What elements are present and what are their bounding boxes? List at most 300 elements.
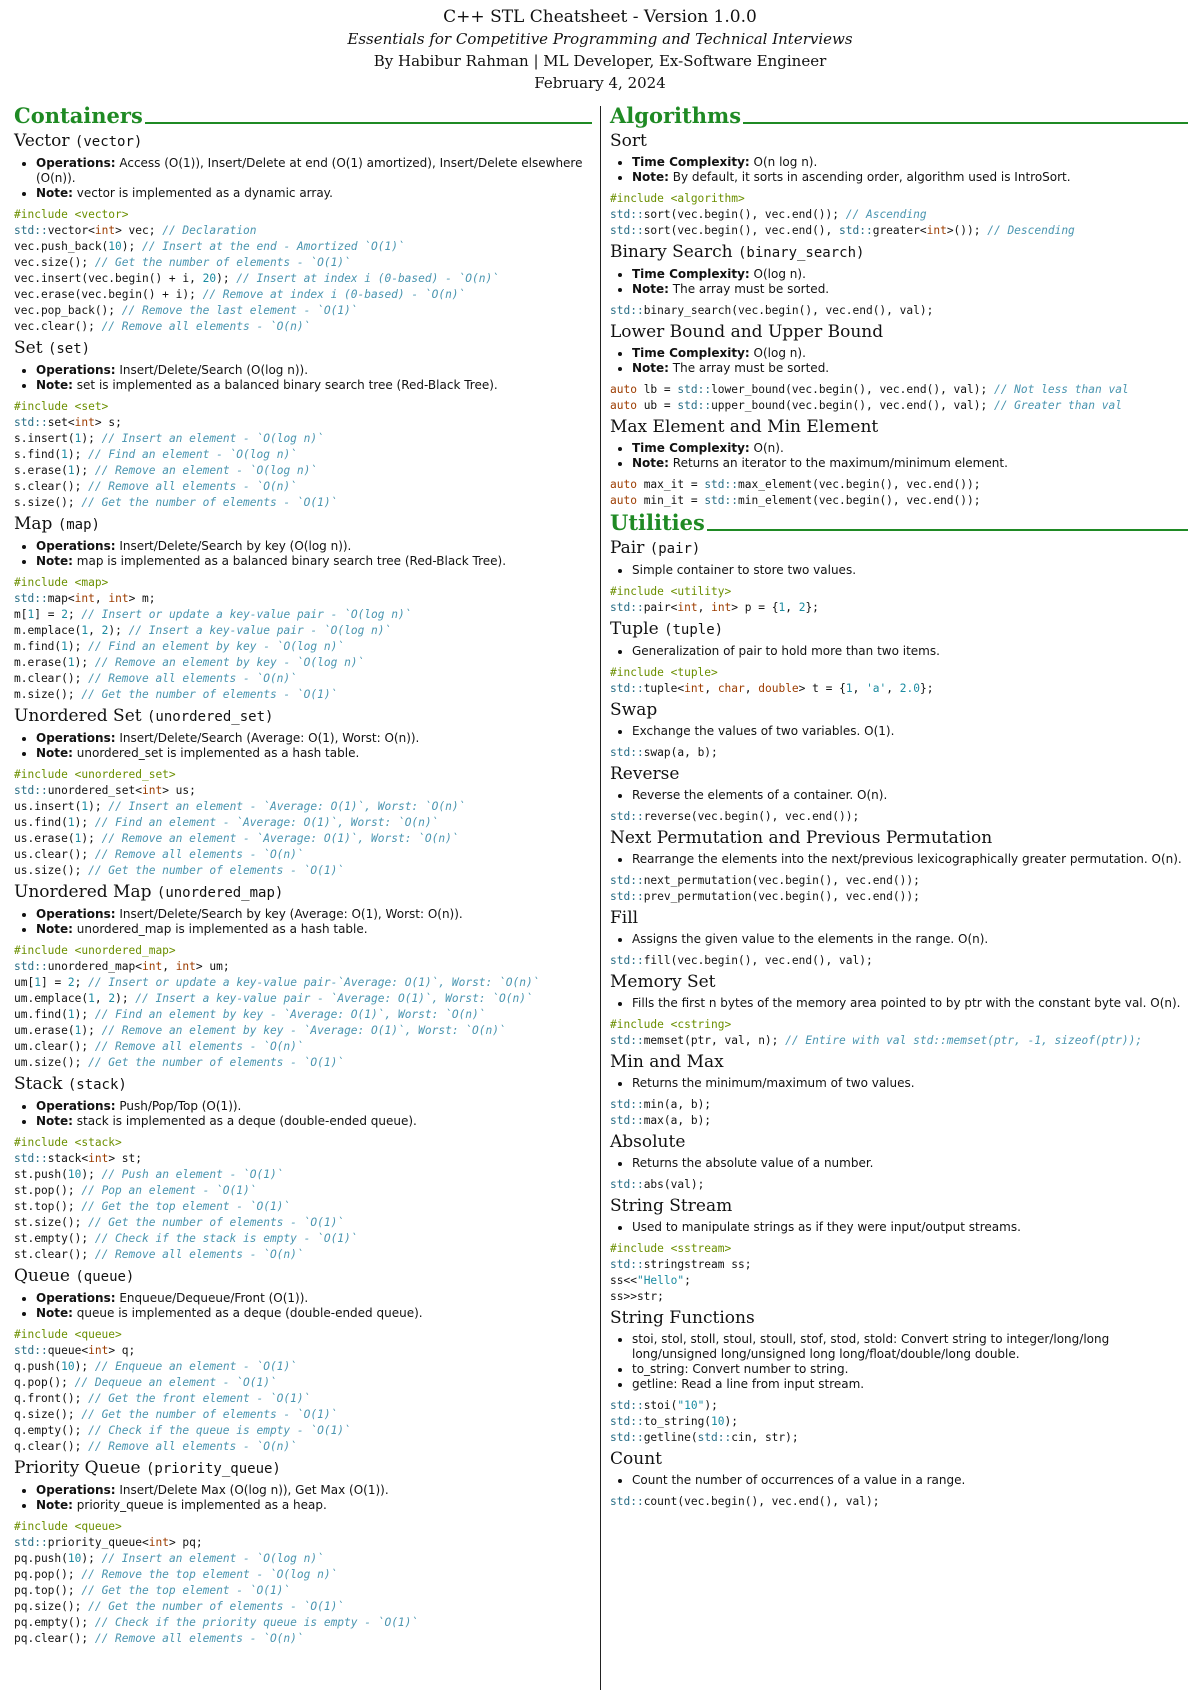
code-token: // Remove all elements - `O(n)` xyxy=(94,1248,304,1261)
bullet-item xyxy=(36,378,592,393)
code-token: ); xyxy=(74,656,95,669)
code-token: , xyxy=(94,592,109,605)
code-token: 1 xyxy=(845,682,853,695)
code-token: std:: xyxy=(610,1258,644,1271)
code-token: 2 xyxy=(61,608,68,621)
code-line xyxy=(14,1184,256,1197)
code-token: // Find an element - `Average: O(1)`, Worst: `O(n)` xyxy=(94,816,439,829)
code-token: 2 xyxy=(67,976,75,989)
code-line xyxy=(14,672,297,685)
code-token: std:: xyxy=(610,682,644,695)
entry-code-name: (queue) xyxy=(75,1269,135,1285)
code-token: // Insert an element - `O(log n)` xyxy=(101,432,324,445)
code-token: // Remove an element by key - `Average: O(1)`, Worst: `O(n)` xyxy=(101,1024,506,1037)
code-token: getline( xyxy=(643,1431,698,1444)
code-token: // Remove all elements - `O(n)` xyxy=(88,672,297,685)
code-token: int xyxy=(926,224,947,237)
code-token: std:: xyxy=(677,383,712,396)
bullet-text: Insert/Delete/Search by key (O(log n)). xyxy=(115,539,352,553)
entry-bullets xyxy=(610,346,1188,376)
code-token: st.empty(); xyxy=(14,1232,95,1245)
code-token: pq.empty(); xyxy=(14,1616,95,1629)
entry-heading xyxy=(14,337,592,360)
bullet-item xyxy=(36,907,592,922)
code-token: // Find an element by key - `Average: O(1)`, Worst: `O(n)` xyxy=(94,1008,486,1021)
entry-name: Swap xyxy=(610,700,658,720)
code-token: tuple< xyxy=(643,682,685,695)
entry-heading xyxy=(610,763,1188,785)
code-token: // Get the number of elements - `O(1)` xyxy=(81,688,338,701)
code-token: // Remove all elements - `O(n)` xyxy=(94,1040,304,1053)
bullet-label: Operations: xyxy=(36,1291,116,1305)
code-token: 2.0 xyxy=(899,682,920,695)
code-token: std:: xyxy=(610,954,644,967)
code-token: 2 xyxy=(101,624,109,637)
code-token: std:: xyxy=(14,960,48,973)
document-header xyxy=(0,6,1200,94)
code-token: m.clear(); xyxy=(14,672,89,685)
entry-bullets xyxy=(610,1156,1188,1171)
document-date: February 4, 2024 xyxy=(534,74,666,92)
bullet-item xyxy=(632,456,1188,471)
code-line xyxy=(14,800,465,813)
code-token: vector< xyxy=(47,224,95,237)
bullet-text: set is implemented as a balanced binary search tree (Red-Black Tree). xyxy=(72,378,498,392)
code-token: ); xyxy=(81,1024,102,1037)
code-line xyxy=(14,1600,344,1613)
code-line xyxy=(610,1290,664,1303)
code-line xyxy=(14,1232,358,1245)
code-token: lower_bound(vec.begin(), vec.end(), val); xyxy=(711,383,994,396)
code-token: int xyxy=(74,416,95,429)
code-line xyxy=(610,1415,738,1428)
code-token: int xyxy=(88,1344,109,1357)
code-token: std:: xyxy=(610,304,644,317)
entry-heading xyxy=(610,1195,1188,1217)
code-line xyxy=(14,960,230,973)
entry-bullets xyxy=(610,932,1188,947)
code-line xyxy=(14,320,310,333)
section-title-text: Containers xyxy=(14,103,143,128)
entry-bullets xyxy=(610,852,1188,867)
entry-name: Reverse xyxy=(610,764,680,784)
bullet-item xyxy=(632,1332,1188,1362)
code-token: reverse(vec.begin(), vec.end()); xyxy=(643,810,860,823)
code-token: , xyxy=(744,682,759,695)
code-token: 1 xyxy=(778,601,786,614)
entry-name: Queue xyxy=(14,1266,76,1286)
cheatsheet-entry xyxy=(610,416,1188,509)
bullet-text: Enqueue/Dequeue/Front (O(1)). xyxy=(115,1291,309,1305)
entry-name: Memory Set xyxy=(610,972,716,992)
bullet-label: Time Complexity: xyxy=(632,267,750,281)
code-line xyxy=(14,1440,297,1453)
code-token: }; xyxy=(919,682,934,695)
code-token: map< xyxy=(47,592,75,605)
code-token: pq.clear(); xyxy=(14,1632,95,1645)
code-line xyxy=(14,1248,304,1261)
code-token: 1 xyxy=(81,624,89,637)
code-token: st.size(); xyxy=(14,1216,89,1229)
code-token: auto xyxy=(610,478,637,491)
entry-heading xyxy=(14,130,592,153)
code-token: int xyxy=(175,960,196,973)
code-token: // Remove the last element - `O(1)` xyxy=(121,304,358,317)
code-token: pair< xyxy=(643,601,678,614)
code-token: 1 xyxy=(88,992,95,1005)
code-token: us.insert( xyxy=(14,800,82,813)
bullet-text: to_string: Convert number to string. xyxy=(632,1362,849,1376)
code-token: int xyxy=(108,592,129,605)
code-token: std:: xyxy=(610,890,644,903)
code-token: max_it = xyxy=(636,478,705,491)
code-token: ); xyxy=(81,832,102,845)
code-line xyxy=(610,208,927,221)
code-block xyxy=(610,477,1188,509)
bullet-text: O(log n). xyxy=(749,267,806,281)
entry-name: Vector xyxy=(14,131,75,151)
code-line xyxy=(14,400,108,413)
code-token: ); xyxy=(81,1552,102,1565)
bullet-text: O(n log n). xyxy=(749,155,818,169)
bullet-text: unordered_map is implemented as a hash table. xyxy=(72,922,368,936)
code-block xyxy=(610,745,1188,761)
column-divider xyxy=(600,106,601,1690)
code-line xyxy=(14,1408,337,1421)
code-token: , xyxy=(94,992,109,1005)
code-token: std:: xyxy=(839,224,873,237)
code-token: 1 xyxy=(74,1024,82,1037)
code-token: 1 xyxy=(74,832,82,845)
code-token: auto xyxy=(610,399,637,412)
code-token: std:: xyxy=(610,1495,644,1508)
cheatsheet-entry xyxy=(14,1073,592,1263)
code-token: // Not less than val xyxy=(993,383,1129,396)
code-token: st.top(); xyxy=(14,1200,82,1213)
code-line xyxy=(610,1274,691,1287)
code-token: std:: xyxy=(610,208,644,221)
code-token: std:: xyxy=(610,1415,644,1428)
bullet-label: Note: xyxy=(36,922,73,936)
entry-name: Unordered Map xyxy=(14,882,157,902)
entry-heading xyxy=(610,907,1188,929)
code-token: sort(vec.begin(), vec.end()); xyxy=(643,208,846,221)
code-line xyxy=(610,1399,718,1412)
bullet-text: O(n). xyxy=(749,441,784,455)
code-token: }; xyxy=(805,601,819,614)
code-block xyxy=(610,1398,1188,1446)
cheatsheet-entry xyxy=(610,1051,1188,1129)
code-line xyxy=(610,1242,731,1255)
code-token: // Get the number of elements - `O(1)` xyxy=(88,1600,345,1613)
bullet-item xyxy=(632,724,1188,739)
code-token: // Get the number of elements - `O(1)` xyxy=(81,1408,338,1421)
bullet-item xyxy=(632,282,1188,297)
bullet-item xyxy=(632,1377,1188,1392)
code-token: 2 xyxy=(108,992,116,1005)
code-block xyxy=(14,767,592,879)
entry-heading xyxy=(610,1307,1188,1329)
code-line xyxy=(14,1136,122,1149)
code-line xyxy=(610,192,745,205)
code-line xyxy=(14,640,344,653)
code-token: // Insert or update a key-value pair-`Average: O(1)`, Worst: `O(n)` xyxy=(88,976,540,989)
entry-bullets xyxy=(14,907,592,937)
bullet-item xyxy=(36,731,592,746)
entry-name: Count xyxy=(610,1449,662,1469)
code-token: // Get the number of elements - `O(1)` xyxy=(88,864,345,877)
code-token: std:: xyxy=(697,1431,732,1444)
bullet-item xyxy=(632,852,1188,867)
code-token: min_it = xyxy=(636,494,705,507)
code-token: um.clear(); xyxy=(14,1040,95,1053)
code-line xyxy=(610,890,920,903)
code-token: int xyxy=(148,1536,169,1549)
code-line xyxy=(14,944,176,957)
code-token: > st; xyxy=(108,1152,143,1165)
code-line xyxy=(14,1568,337,1581)
document-author: By Habibur Rahman | ML Developer, Ex-Software Engineer xyxy=(373,52,827,70)
code-line xyxy=(610,494,980,507)
code-token: std:: xyxy=(610,1399,644,1412)
cheatsheet-entry xyxy=(14,1265,592,1455)
bullet-item xyxy=(632,267,1188,282)
cheatsheet-entry xyxy=(610,971,1188,1049)
entry-heading xyxy=(610,321,1188,343)
bullet-item xyxy=(36,1099,592,1114)
entry-code-name: (pair) xyxy=(649,541,701,557)
code-token: std:: xyxy=(610,1114,644,1127)
bullet-label: Operations: xyxy=(36,907,116,921)
code-token: min(a, b); xyxy=(643,1098,712,1111)
entry-name: Sort xyxy=(610,131,647,151)
code-token: ); xyxy=(108,624,129,637)
code-token: #include <cstring> xyxy=(610,1018,732,1031)
cheatsheet-entry xyxy=(14,513,592,703)
code-token: // Pop an element - `O(1)` xyxy=(81,1184,257,1197)
code-line xyxy=(14,608,411,621)
code-token: s.clear(); xyxy=(14,480,89,493)
code-block xyxy=(14,943,592,1071)
code-token: > p = { xyxy=(731,601,779,614)
code-line xyxy=(14,1152,142,1165)
bullet-label: Operations: xyxy=(36,1099,116,1113)
bullet-text: Reverse the elements of a container. O(n). xyxy=(632,788,888,802)
code-token: vec.push_back( xyxy=(14,240,109,253)
code-line xyxy=(14,688,337,701)
code-token: greater< xyxy=(872,224,927,237)
entry-code-name: (unordered_map) xyxy=(156,885,284,901)
code-line xyxy=(14,784,196,797)
code-line xyxy=(14,992,533,1005)
bullet-text: Insert/Delete/Search (Average: O(1), Worst: O(n)). xyxy=(115,731,420,745)
code-line xyxy=(14,1008,486,1021)
code-token: // Insert at index i (0-based) - `O(n)` xyxy=(236,272,499,285)
code-token: ); xyxy=(724,1415,739,1428)
code-token: 1 xyxy=(27,608,35,621)
code-token: ); xyxy=(704,1399,718,1412)
entry-name: Pair xyxy=(610,538,650,558)
bullet-label: Note: xyxy=(632,170,669,184)
code-token: // Remove an element - `O(log n)` xyxy=(94,464,318,477)
bullet-item xyxy=(632,1473,1188,1488)
code-line xyxy=(14,1424,351,1437)
code-block xyxy=(14,1327,592,1455)
code-token: ub = xyxy=(636,399,678,412)
code-line xyxy=(610,1431,799,1444)
code-token: , xyxy=(704,682,718,695)
entry-name: Lower Bound and Upper Bound xyxy=(610,322,884,342)
entry-bullets xyxy=(610,644,1188,659)
left-column xyxy=(14,104,592,1649)
code-token: stringstream ss; xyxy=(643,1258,752,1271)
code-token: ] = xyxy=(40,976,68,989)
entry-heading xyxy=(14,513,592,536)
code-token: q.clear(); xyxy=(14,1440,89,1453)
code-token: ); xyxy=(67,448,89,461)
cheatsheet-entry xyxy=(610,699,1188,761)
bullet-text: stoi, stol, stoll, stoul, stoull, stof, stod, stold: Convert string to integer/long/long long/unsigned long/unsigned long long/float/double/long double. xyxy=(632,1332,1110,1361)
code-line xyxy=(14,592,156,605)
code-line xyxy=(14,1536,203,1549)
code-token: // Get the front element - `O(1)` xyxy=(88,1392,311,1405)
code-token: q.push( xyxy=(14,1360,62,1373)
bullet-label: Note: xyxy=(632,456,669,470)
cheatsheet-entry xyxy=(14,705,592,879)
code-token: m.erase( xyxy=(14,656,68,669)
code-token: us.size(); xyxy=(14,864,89,877)
code-line xyxy=(14,432,324,445)
bullet-text: priority_queue is implemented as a heap. xyxy=(72,1498,327,1512)
code-token: // Declaration xyxy=(162,224,257,237)
entry-heading xyxy=(14,1265,592,1288)
code-token: m[ xyxy=(14,608,28,621)
bullet-text: O(log n). xyxy=(749,346,806,360)
code-block xyxy=(610,191,1188,239)
bullet-text: Rearrange the elements into the next/previous lexicographically greater permutation. O(n). xyxy=(632,852,1182,866)
code-line xyxy=(610,874,920,887)
code-token: #include <algorithm> xyxy=(610,192,745,205)
code-token: vec.clear(); xyxy=(14,320,102,333)
bullet-label: Note: xyxy=(36,1114,73,1128)
code-token: cin, str); xyxy=(731,1431,799,1444)
code-token: upper_bound(vec.begin(), vec.end(), val); xyxy=(711,399,994,412)
code-token: pq.push( xyxy=(14,1552,68,1565)
bullet-text: Push/Pop/Top (O(1)). xyxy=(115,1099,242,1113)
code-block xyxy=(610,1494,1188,1510)
code-line xyxy=(14,272,499,285)
bullet-label: Note: xyxy=(36,1306,73,1320)
code-line xyxy=(610,585,731,598)
code-token: m.size(); xyxy=(14,688,82,701)
bullet-label: Time Complexity: xyxy=(632,346,750,360)
cheatsheet-entry xyxy=(14,881,592,1071)
code-line xyxy=(14,1216,344,1229)
bullet-text: Insert/Delete/Search by key (Average: O(1), Worst: O(n)). xyxy=(115,907,463,921)
code-token: us.erase( xyxy=(14,832,75,845)
code-token: #include <set> xyxy=(14,400,109,413)
cheatsheet-entry xyxy=(14,1457,592,1647)
cheatsheet-entry xyxy=(14,337,592,511)
code-token: #include <utility> xyxy=(610,585,732,598)
entry-name: Absolute xyxy=(610,1132,686,1152)
bullet-item xyxy=(632,563,1188,578)
bullet-text: Access (O(1)), Insert/Delete at end (O(1) amortized), Insert/Delete elsewhere (O(n)). xyxy=(36,156,583,185)
code-token: #include <stack> xyxy=(14,1136,122,1149)
entry-bullets xyxy=(14,539,592,569)
code-line xyxy=(14,240,405,253)
code-token: vec.insert(vec.begin() + i, xyxy=(14,272,203,285)
code-token: priority_queue< xyxy=(47,1536,149,1549)
cheatsheet-entry xyxy=(610,763,1188,825)
code-token: q.front(); xyxy=(14,1392,89,1405)
code-block xyxy=(610,873,1188,905)
code-token: #include <vector> xyxy=(14,208,129,221)
code-token: > m; xyxy=(128,592,156,605)
code-token: // Insert at the end - Amortized `O(1)` xyxy=(142,240,405,253)
entry-heading xyxy=(610,537,1188,560)
code-token: double xyxy=(758,682,799,695)
bullet-text: unordered_set is implemented as a hash table. xyxy=(72,746,360,760)
entry-heading xyxy=(610,827,1188,849)
code-token: std:: xyxy=(610,1178,644,1191)
code-line xyxy=(14,304,358,317)
code-token: std:: xyxy=(677,399,712,412)
code-token: 10 xyxy=(67,1168,82,1181)
code-block xyxy=(610,584,1188,616)
bullet-item xyxy=(36,1291,592,1306)
code-token: min_element(vec.begin(), vec.end()); xyxy=(738,494,981,507)
code-token: stoi( xyxy=(643,1399,678,1412)
cheatsheet-entry xyxy=(610,130,1188,239)
entry-name: Next Permutation and Previous Permutation xyxy=(610,828,993,848)
code-token: > pq; xyxy=(168,1536,203,1549)
code-token: int xyxy=(74,592,95,605)
code-token: // Descending xyxy=(987,224,1075,237)
code-token: m.find( xyxy=(14,640,62,653)
code-token: auto xyxy=(610,383,637,396)
bullet-label: Note: xyxy=(36,1498,73,1512)
code-token: // Remove an element by key - `O(log n)` xyxy=(94,656,365,669)
code-token: 10 xyxy=(67,1552,82,1565)
bullet-item xyxy=(632,1220,1188,1235)
code-token: #include <unordered_set> xyxy=(14,768,176,781)
code-token: std:: xyxy=(14,1344,48,1357)
code-token: um.erase( xyxy=(14,1024,75,1037)
bullet-text: Insert/Delete/Search (O(log n)). xyxy=(115,363,309,377)
bullet-label: Time Complexity: xyxy=(632,155,750,169)
entry-bullets xyxy=(610,563,1188,578)
bullet-text: By default, it sorts in ascending order, algorithm used is IntroSort. xyxy=(668,170,1071,184)
code-line xyxy=(14,256,351,269)
entry-bullets xyxy=(610,155,1188,185)
code-token: 1 xyxy=(34,976,41,989)
code-token: // Insert an element - `O(log n)` xyxy=(101,1552,324,1565)
bullet-item xyxy=(36,539,592,554)
code-token: s.size(); xyxy=(14,496,82,509)
code-token: // Greater than val xyxy=(993,399,1122,412)
code-line xyxy=(610,666,718,679)
code-line xyxy=(14,464,317,477)
code-token: um.find( xyxy=(14,1008,68,1021)
cheatsheet-entry xyxy=(610,537,1188,616)
bullet-text: queue is implemented as a deque (double-ended queue). xyxy=(72,1306,423,1320)
code-line xyxy=(14,1632,304,1645)
code-token: 1 xyxy=(81,800,89,813)
code-token: // Check if the queue is empty - `O(1)` xyxy=(88,1424,351,1437)
code-token: ); xyxy=(121,240,142,253)
code-token: count(vec.begin(), vec.end(), val); xyxy=(643,1495,880,1508)
